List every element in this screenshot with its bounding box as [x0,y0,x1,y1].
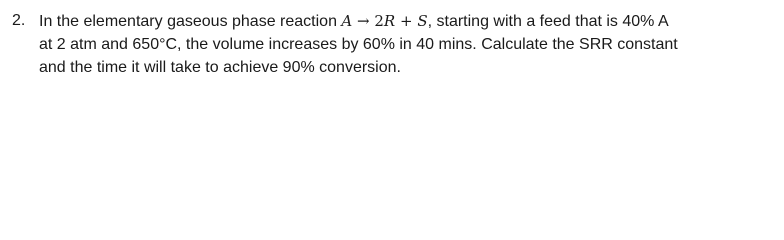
product-symbol-s: S [417,12,428,30]
stoichiometric-coefficient: 2 [374,12,384,30]
plus-sign: + [395,12,418,30]
question-line-2: at 2 atm and 650°C, the volume increases by 60% in 40 mins. Calculate the SRR constant [39,36,678,53]
question-number: 2. [12,12,26,29]
reaction-equation [341,12,427,30]
reactant-symbol: A [341,12,353,30]
question-text-part: In the elementary gaseous phase reaction [39,13,342,30]
question-line-3: and the time it will take to achieve 90% conversion. [39,59,401,76]
product-symbol-r: R [383,12,396,30]
question-text-part: , starting with a feed that is 40% A [427,13,669,30]
question-line-1 [39,10,669,33]
document-page [0,0,784,93]
reaction-arrow: → [352,12,375,30]
